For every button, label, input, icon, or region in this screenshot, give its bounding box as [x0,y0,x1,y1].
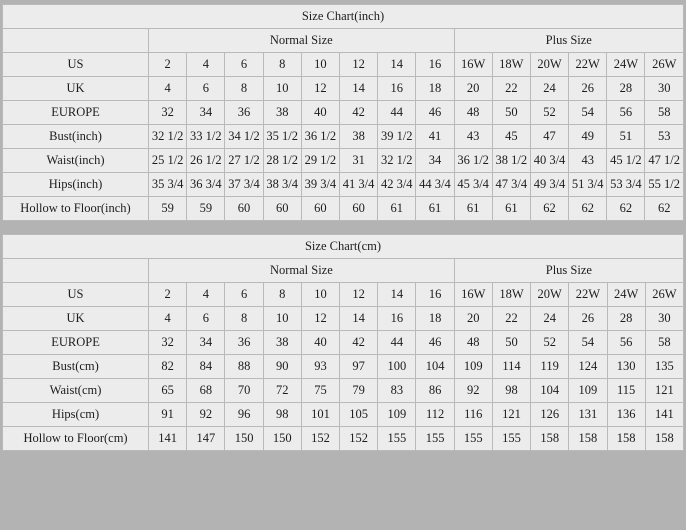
cell: 56 [607,101,645,125]
cell: 79 [340,379,378,403]
cell: 39 1/2 [378,125,416,149]
cell: 16W [454,53,492,77]
cell: 42 [340,331,378,355]
cell: 2 [149,53,187,77]
cell: 8 [263,283,301,307]
row-label-bust: Bust(cm) [3,355,149,379]
cell: 22 [492,307,530,331]
cell: 115 [607,379,645,403]
cell: 32 1/2 [149,125,187,149]
cell: 26 1/2 [187,149,225,173]
cell: 104 [416,355,454,379]
cell: 50 [492,101,530,125]
cell: 22W [569,283,607,307]
cell: 8 [263,53,301,77]
row-label-europe: EUROPE [3,101,149,125]
cell: 36 1/2 [301,125,339,149]
cell: 48 [454,101,492,125]
cell: 158 [645,427,683,451]
group-blank [3,259,149,283]
cell: 39 3/4 [301,173,339,197]
cell: 24W [607,53,645,77]
cell: 53 3/4 [607,173,645,197]
cell: 28 [607,307,645,331]
cell: 116 [454,403,492,427]
cell: 20W [531,283,569,307]
cell: 54 [569,331,607,355]
cell: 43 [454,125,492,149]
page-title: Size Chart(cm) [3,235,684,259]
cell: 27 1/2 [225,149,263,173]
row-label-hips: Hips(inch) [3,173,149,197]
cell: 35 1/2 [263,125,301,149]
cell: 16 [416,53,454,77]
cell: 121 [645,379,683,403]
bottom-margin [0,451,686,461]
cell: 6 [187,307,225,331]
cell: 51 3/4 [569,173,607,197]
cell: 8 [225,77,263,101]
cell: 147 [187,427,225,451]
cell: 4 [187,53,225,77]
cell: 16 [378,77,416,101]
cell: 10 [301,283,339,307]
cell: 150 [263,427,301,451]
cell: 62 [645,197,684,221]
cell: 32 [149,101,187,125]
row-label-uk: UK [3,307,149,331]
cell: 86 [416,379,454,403]
cell: 33 1/2 [187,125,225,149]
table-title-row [3,5,684,29]
cell: 96 [225,403,263,427]
cell: 109 [378,403,416,427]
cell: 88 [225,355,263,379]
table-row [3,427,684,451]
cell: 60 [225,197,263,221]
cell: 34 [187,101,225,125]
cell: 14 [378,53,416,77]
cell: 141 [645,403,683,427]
table-row [3,197,684,221]
cell: 92 [187,403,225,427]
cell: 152 [301,427,339,451]
cell: 126 [531,403,569,427]
cell: 60 [301,197,339,221]
table-row [3,77,684,101]
cell: 36 [225,101,263,125]
cell: 20 [454,307,492,331]
cell: 34 [187,331,225,355]
cell: 18W [492,53,530,77]
cell: 12 [340,283,378,307]
cell: 16 [378,307,416,331]
cell: 61 [378,197,416,221]
cell: 46 [416,101,454,125]
cell: 4 [187,283,225,307]
cell: 31 [339,149,377,173]
cell: 18 [416,77,454,101]
cell: 16W [454,283,492,307]
cell: 26W [645,283,683,307]
cell: 30 [645,77,684,101]
row-label-waist: Waist(inch) [3,149,149,173]
cell: 44 3/4 [416,173,454,197]
cell: 40 [301,101,339,125]
cell: 38 [263,331,301,355]
cell: 38 1/2 [492,149,530,173]
cell: 24W [607,283,645,307]
cell: 6 [225,283,263,307]
cell: 24 [530,77,568,101]
cell: 36 [225,331,263,355]
row-label-us: US [3,53,149,77]
cell: 93 [301,355,339,379]
group-plus-size: Plus Size [454,29,683,53]
cell: 32 1/2 [378,149,416,173]
cell: 59 [187,197,225,221]
row-label-uk: UK [3,77,149,101]
cell: 92 [454,379,492,403]
cell: 50 [492,331,530,355]
cell: 26 [569,307,607,331]
cell: 35 3/4 [149,173,187,197]
cell: 152 [340,427,378,451]
cell: 51 [607,125,645,149]
row-label-hips: Hips(cm) [3,403,149,427]
cell: 58 [645,101,684,125]
cell: 155 [378,427,416,451]
cell: 38 [263,101,301,125]
cell: 52 [531,331,569,355]
cell: 155 [416,427,454,451]
cell: 101 [301,403,339,427]
cell: 43 [569,149,607,173]
cell: 119 [531,355,569,379]
cell: 68 [187,379,225,403]
cell: 65 [149,379,187,403]
cell: 25 1/2 [149,149,187,173]
cell: 62 [569,197,607,221]
cell: 104 [531,379,569,403]
cell: 121 [492,403,530,427]
cell: 38 [339,125,377,149]
cell: 158 [607,427,645,451]
cell: 28 1/2 [263,149,301,173]
cell: 18 [416,307,454,331]
cell: 100 [378,355,416,379]
cell: 20W [530,53,568,77]
cell: 14 [339,77,377,101]
cell: 46 [416,331,454,355]
cell: 62 [530,197,568,221]
cell: 18W [492,283,530,307]
cell: 131 [569,403,607,427]
cell: 26 [569,77,607,101]
group-blank [3,29,149,53]
cell: 158 [569,427,607,451]
cell: 42 [339,101,377,125]
cell: 29 1/2 [301,149,339,173]
size-chart-inch [0,0,686,221]
cell: 10 [263,307,301,331]
cell: 62 [607,197,645,221]
size-chart-table [2,4,684,221]
cell: 155 [454,427,492,451]
row-label-bust: Bust(inch) [3,125,149,149]
cell: 60 [263,197,301,221]
cell: 141 [149,427,187,451]
cell: 91 [149,403,187,427]
cell: 45 [492,125,530,149]
cell: 49 3/4 [530,173,568,197]
page-title: Size Chart(inch) [3,5,684,29]
chart-divider [0,221,686,230]
row-label-hollow-to-floor: Hollow to Floor(cm) [3,427,149,451]
cell: 61 [492,197,530,221]
cell: 6 [225,53,263,77]
cell: 12 [301,77,339,101]
table-row [3,125,684,149]
cell: 75 [301,379,339,403]
group-plus-size: Plus Size [454,259,683,283]
cell: 14 [378,283,416,307]
cell: 12 [339,53,377,77]
cell: 55 1/2 [645,173,684,197]
cell: 22W [569,53,607,77]
cell: 82 [149,355,187,379]
table-row [3,355,684,379]
table-group-row [3,259,684,283]
table-row [3,53,684,77]
cell: 158 [531,427,569,451]
cell: 40 [301,331,339,355]
cell: 135 [645,355,683,379]
table-row [3,331,684,355]
row-label-us: US [3,283,149,307]
cell: 10 [301,53,339,77]
cell: 60 [339,197,377,221]
cell: 45 3/4 [454,173,492,197]
cell: 98 [492,379,530,403]
cell: 16 [416,283,454,307]
cell: 136 [607,403,645,427]
table-row [3,379,684,403]
cell: 155 [492,427,530,451]
table-row [3,149,684,173]
cell: 59 [149,197,187,221]
cell: 47 [530,125,568,149]
cell: 34 1/2 [225,125,263,149]
cell: 6 [187,77,225,101]
cell: 26W [645,53,684,77]
cell: 14 [340,307,378,331]
cell: 114 [492,355,530,379]
cell: 20 [454,77,492,101]
cell: 56 [607,331,645,355]
cell: 34 [416,149,454,173]
cell: 44 [378,101,416,125]
cell: 49 [569,125,607,149]
size-chart-cm [0,230,686,451]
cell: 130 [607,355,645,379]
table-row [3,101,684,125]
cell: 52 [530,101,568,125]
cell: 40 3/4 [530,149,568,173]
row-label-europe: EUROPE [3,331,149,355]
group-normal-size: Normal Size [149,29,455,53]
cell: 4 [149,77,187,101]
cell: 83 [378,379,416,403]
cell: 84 [187,355,225,379]
table-row [3,173,684,197]
cell: 47 1/2 [645,149,684,173]
cell: 124 [569,355,607,379]
cell: 54 [569,101,607,125]
cell: 53 [645,125,684,149]
cell: 47 3/4 [492,173,530,197]
cell: 41 3/4 [339,173,377,197]
cell: 48 [454,331,492,355]
cell: 61 [416,197,454,221]
cell: 36 1/2 [454,149,492,173]
cell: 112 [416,403,454,427]
cell: 98 [263,403,301,427]
cell: 42 3/4 [378,173,416,197]
cell: 41 [416,125,454,149]
table-title-row [3,235,684,259]
cell: 109 [569,379,607,403]
row-label-waist: Waist(cm) [3,379,149,403]
cell: 44 [378,331,416,355]
table-group-row [3,29,684,53]
table-row [3,403,684,427]
row-label-hollow-to-floor: Hollow to Floor(inch) [3,197,149,221]
cell: 72 [263,379,301,403]
cell: 24 [531,307,569,331]
cell: 38 3/4 [263,173,301,197]
cell: 22 [492,77,530,101]
cell: 58 [645,331,683,355]
cell: 8 [225,307,263,331]
cell: 109 [454,355,492,379]
size-chart-table [2,234,684,451]
cell: 37 3/4 [225,173,263,197]
cell: 28 [607,77,645,101]
cell: 10 [263,77,301,101]
cell: 70 [225,379,263,403]
table-row [3,307,684,331]
cell: 150 [225,427,263,451]
cell: 4 [149,307,187,331]
cell: 30 [645,307,683,331]
cell: 45 1/2 [607,149,645,173]
cell: 105 [340,403,378,427]
table-row [3,283,684,307]
cell: 2 [149,283,187,307]
cell: 97 [340,355,378,379]
group-normal-size: Normal Size [149,259,455,283]
cell: 36 3/4 [187,173,225,197]
cell: 90 [263,355,301,379]
cell: 61 [454,197,492,221]
cell: 12 [301,307,339,331]
cell: 32 [149,331,187,355]
